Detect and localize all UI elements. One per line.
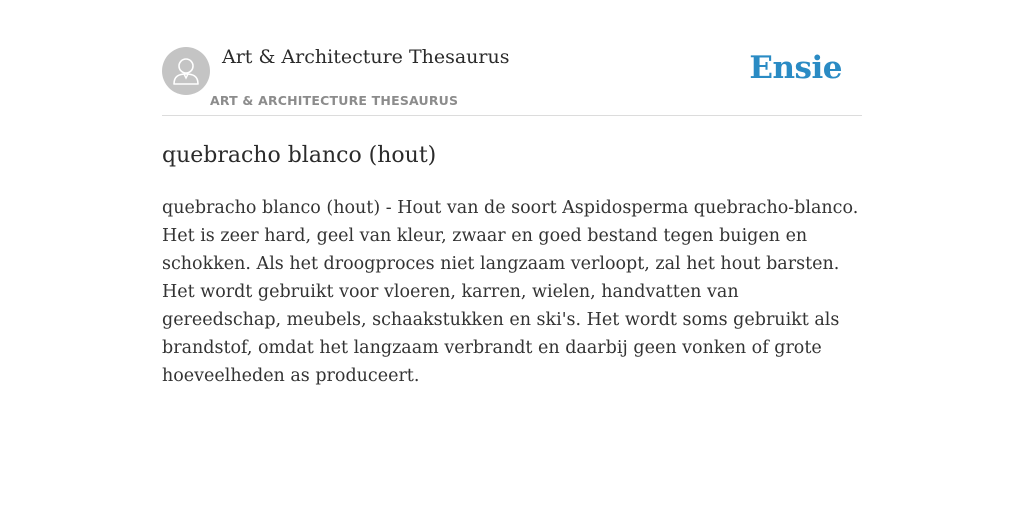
entry-header [162, 44, 862, 116]
author-avatar[interactable] [162, 47, 210, 95]
user-icon [162, 47, 210, 95]
brand-logo[interactable]: Ensie [749, 50, 842, 86]
entry-definition: quebracho blanco (hout) - Hout van de soort Aspidosperma quebracho-blanco. Het is zeer hard, geel van kleur, zwaar en goed bestand tegen buigen en schokken. Als het droogproces niet langzaam verloopt, zal het hout barsten. Het wordt gebruikt voor vloeren, karren, wielen, handvatten van gereedschap, meubels, schaakstukken en ski's. Het wordt soms gebruikt als brandstof, omdat het langzaam verbrandt en daarbij geen vonken of grote hoeveelheden as produceert. [162, 198, 859, 386]
author-name[interactable]: Art & Architecture Thesaurus [222, 46, 510, 68]
entry-title: quebracho blanco (hout) [162, 143, 437, 168]
source-label: ART & ARCHITECTURE THESAURUS [210, 93, 459, 108]
entry-card [162, 44, 862, 390]
